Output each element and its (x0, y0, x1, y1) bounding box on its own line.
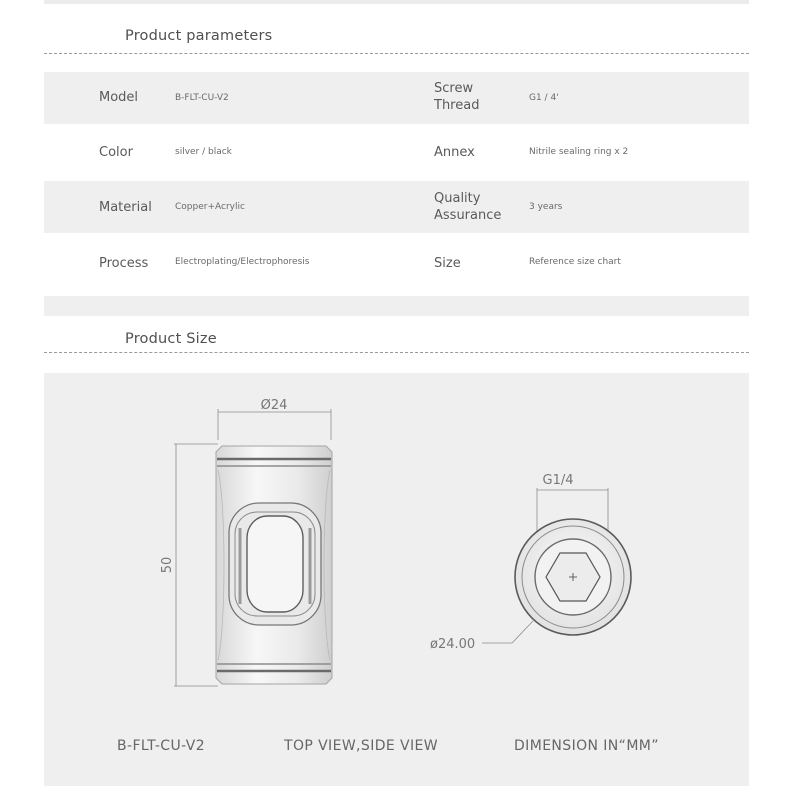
height-dimension (160, 444, 218, 686)
param-value: 3 years (529, 202, 563, 212)
caption-model: B-FLT-CU-V2 (117, 738, 206, 754)
caption-units: DIMENSION IN“MM” (514, 738, 659, 754)
width-dimension (218, 398, 331, 440)
diameter-dimension-label: ø24.00 (430, 637, 476, 652)
param-value: Electroplating/Electrophoresis (175, 257, 310, 267)
fitting-top-view (430, 519, 631, 652)
param-key: Process (99, 256, 149, 271)
width-dimension-label: Ø24 (260, 398, 288, 413)
param-key: Screw Thread (434, 81, 480, 113)
param-key: Size (434, 256, 461, 271)
thread-dimension-label: G1/4 (542, 473, 574, 488)
param-key: Annex (434, 145, 475, 160)
param-key: Color (99, 145, 133, 160)
caption-views: TOP VIEW,SIDE VIEW (284, 738, 438, 754)
product-size-title: Product Size (125, 331, 217, 347)
param-value: B-FLT-CU-V2 (175, 93, 229, 103)
param-value: Reference size chart (529, 257, 621, 267)
param-value: silver / black (175, 147, 232, 157)
param-key: Model (99, 90, 139, 105)
height-dimension-label: 50 (160, 556, 175, 574)
param-key: Quality Assurance (434, 191, 502, 223)
param-value: G1 / 4' (529, 93, 559, 103)
param-value: Copper+Acrylic (175, 202, 245, 212)
param-value: Nitrile sealing ring x 2 (529, 147, 629, 157)
fitting-side-view (216, 446, 332, 684)
param-key: Material (99, 200, 152, 215)
product-parameters-title: Product parameters (125, 28, 273, 44)
